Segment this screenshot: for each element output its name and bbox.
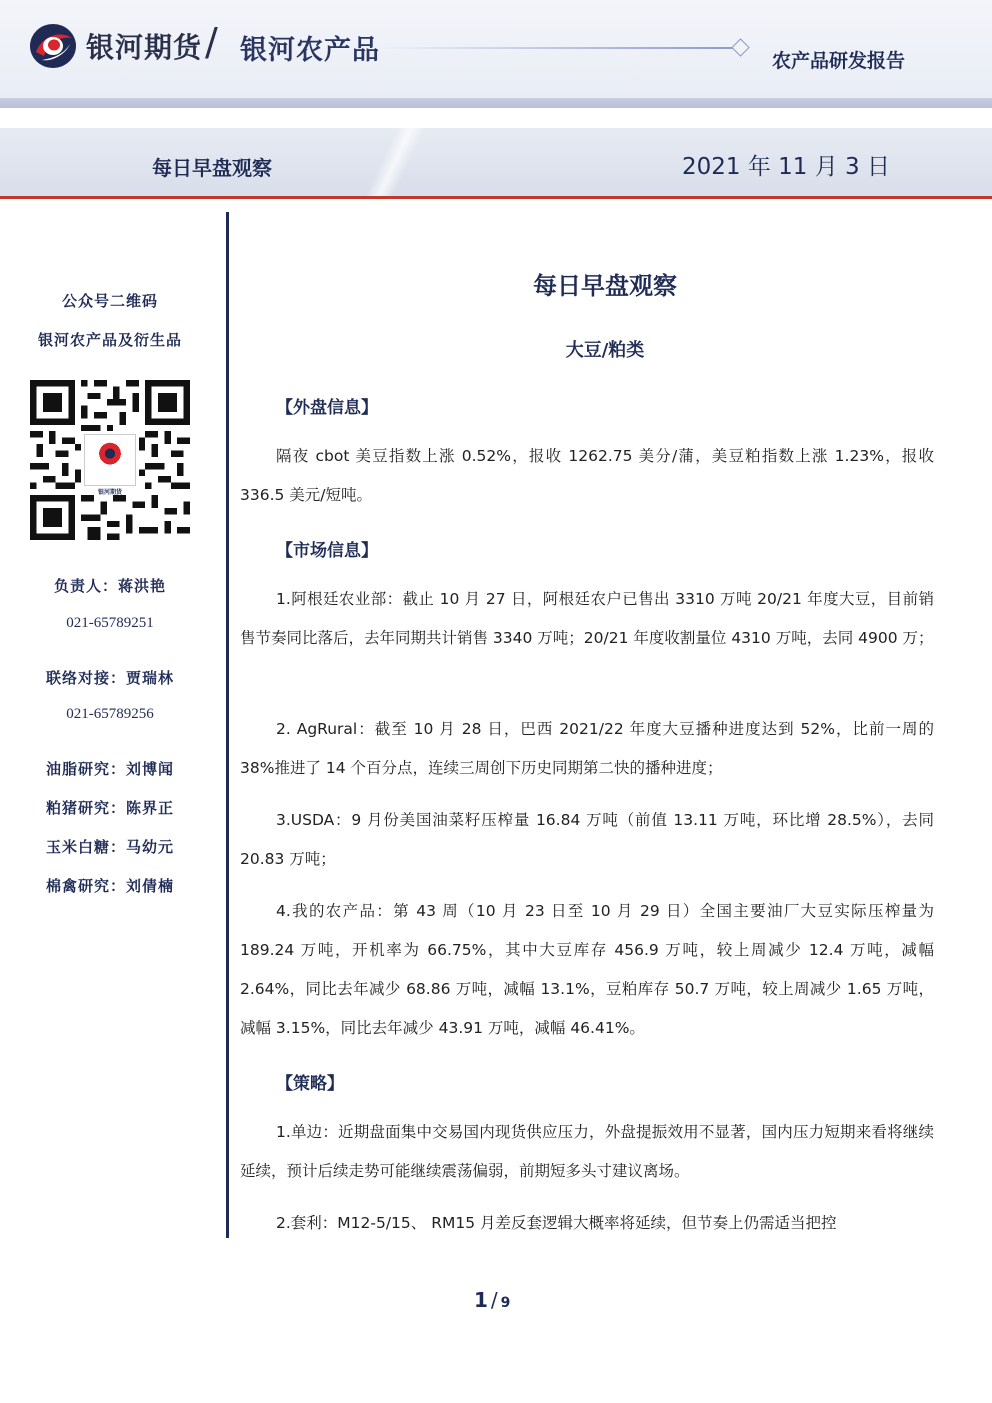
qr-title: 公众号二维码: [61, 292, 158, 310]
report-date: 2021 年 11 月 3 日: [682, 154, 890, 180]
contact-person: 联络对接：贾瑞林: [45, 669, 174, 687]
qr-logo-text: 银河期货: [97, 489, 122, 496]
header-stripe: [0, 98, 992, 108]
main-title: 每日早盘观察: [533, 272, 677, 300]
title-bar-decoration: [340, 128, 450, 196]
paragraph-strategy-2: 2.套利：M12-5/15、 RM15 月差反套逻辑大概率将延续，但节奏上仍需适当把控: [276, 1214, 837, 1232]
report-type: 农产品研发报告: [772, 50, 906, 72]
contact-phone: 021-65789256: [66, 706, 154, 722]
header-rule: [380, 47, 735, 49]
paragraph-market-4: 4.我的农产品：第 43 周（10 月 23 日至 10 月 29 日）全国主要油厂大豆实际压榨量为 189.24 万吨，开机率为 66.75%，其中大豆库存 456.9 万吨，较上周减少 12.4 万吨，减幅 2.64%，同比去年减少 68.86 万吨，减幅 13.1%，豆粕库存 50.7 万吨，较上周减少 1.65 万吨，减幅 3.15%，同比去年减少 43.91 万吨，减幅 46.41%。: [240, 902, 934, 1037]
page-current: 1: [474, 1288, 488, 1312]
page-total: 9: [500, 1295, 511, 1311]
paragraph-market-3: 3.USDA：9 月份美国油菜籽压榨量 16.84 万吨（前值 13.11 万吨，环比增 28.5%），去同 20.83 万吨；: [240, 811, 934, 868]
sidebar: [0, 212, 220, 1242]
section-strategy-heading: 【策略】: [276, 1074, 344, 1094]
brand-header: [0, 0, 992, 98]
paragraph-market-1: 1.阿根廷农业部：截止 10 月 27 日，阿根廷农户已售出 3310 万吨 20/21 年度大豆，目前销售节奏同比落后，去年同期共计销售 3340 万吨；20/21 年度收割量位 4310 万吨，去同 4900 万；: [240, 590, 934, 647]
main-subtitle: 大豆/粕类: [565, 340, 645, 361]
brand-name: 银河期货: [86, 31, 203, 64]
brand-slash: /: [205, 20, 218, 64]
report-title: 每日早盘观察: [152, 156, 272, 180]
page-slash: /: [490, 1288, 498, 1312]
galaxy-logo-icon: [28, 22, 78, 70]
page-number: [474, 1288, 510, 1312]
section-market-heading: 【市场信息】: [276, 541, 378, 561]
qr-code-icon: [30, 380, 190, 540]
qr-subtitle: 银河农产品及衍生品: [37, 331, 182, 349]
responsible-phone: 021-65789251: [66, 615, 154, 631]
paragraph-strategy-1: 1.单边：近期盘面集中交易国内现货供应压力，外盘提振效用不显著，国内压力短期来看将继续延续，预计后续走势可能继续震荡偏弱，前期短多头寸建议离场。: [240, 1123, 934, 1180]
title-bar: [0, 128, 992, 199]
diamond-icon: [731, 38, 749, 56]
paragraph-market-2: 2. AgRural：截至 10 月 28 日，巴西 2021/22 年度大豆播种进度达到 52%，比前一周的 38%推进了 14 个百分点，连续三周创下历史同期第二快的播种进度；: [240, 720, 934, 777]
sidebar-divider: [226, 212, 229, 1238]
responsible-person: 负责人：蒋洪艳: [53, 577, 166, 595]
corn-sugar-researcher: 玉米白糖：马幼元: [45, 838, 174, 856]
brand-sub-name: 银河农产品: [240, 35, 380, 66]
meal-pig-researcher: 粕猪研究：陈界正: [45, 799, 174, 817]
paragraph-foreign: 隔夜 cbot 美豆指数上涨 0.52%，报收 1262.75 美分/蒲，美豆粕指数上涨 1.23%，报收 336.5 美元/短吨。: [240, 447, 934, 504]
oil-researcher: 油脂研究：刘博闻: [45, 760, 174, 778]
cotton-poultry-researcher: 棉禽研究：刘倩楠: [45, 877, 174, 895]
section-foreign-heading: 【外盘信息】: [276, 398, 378, 418]
